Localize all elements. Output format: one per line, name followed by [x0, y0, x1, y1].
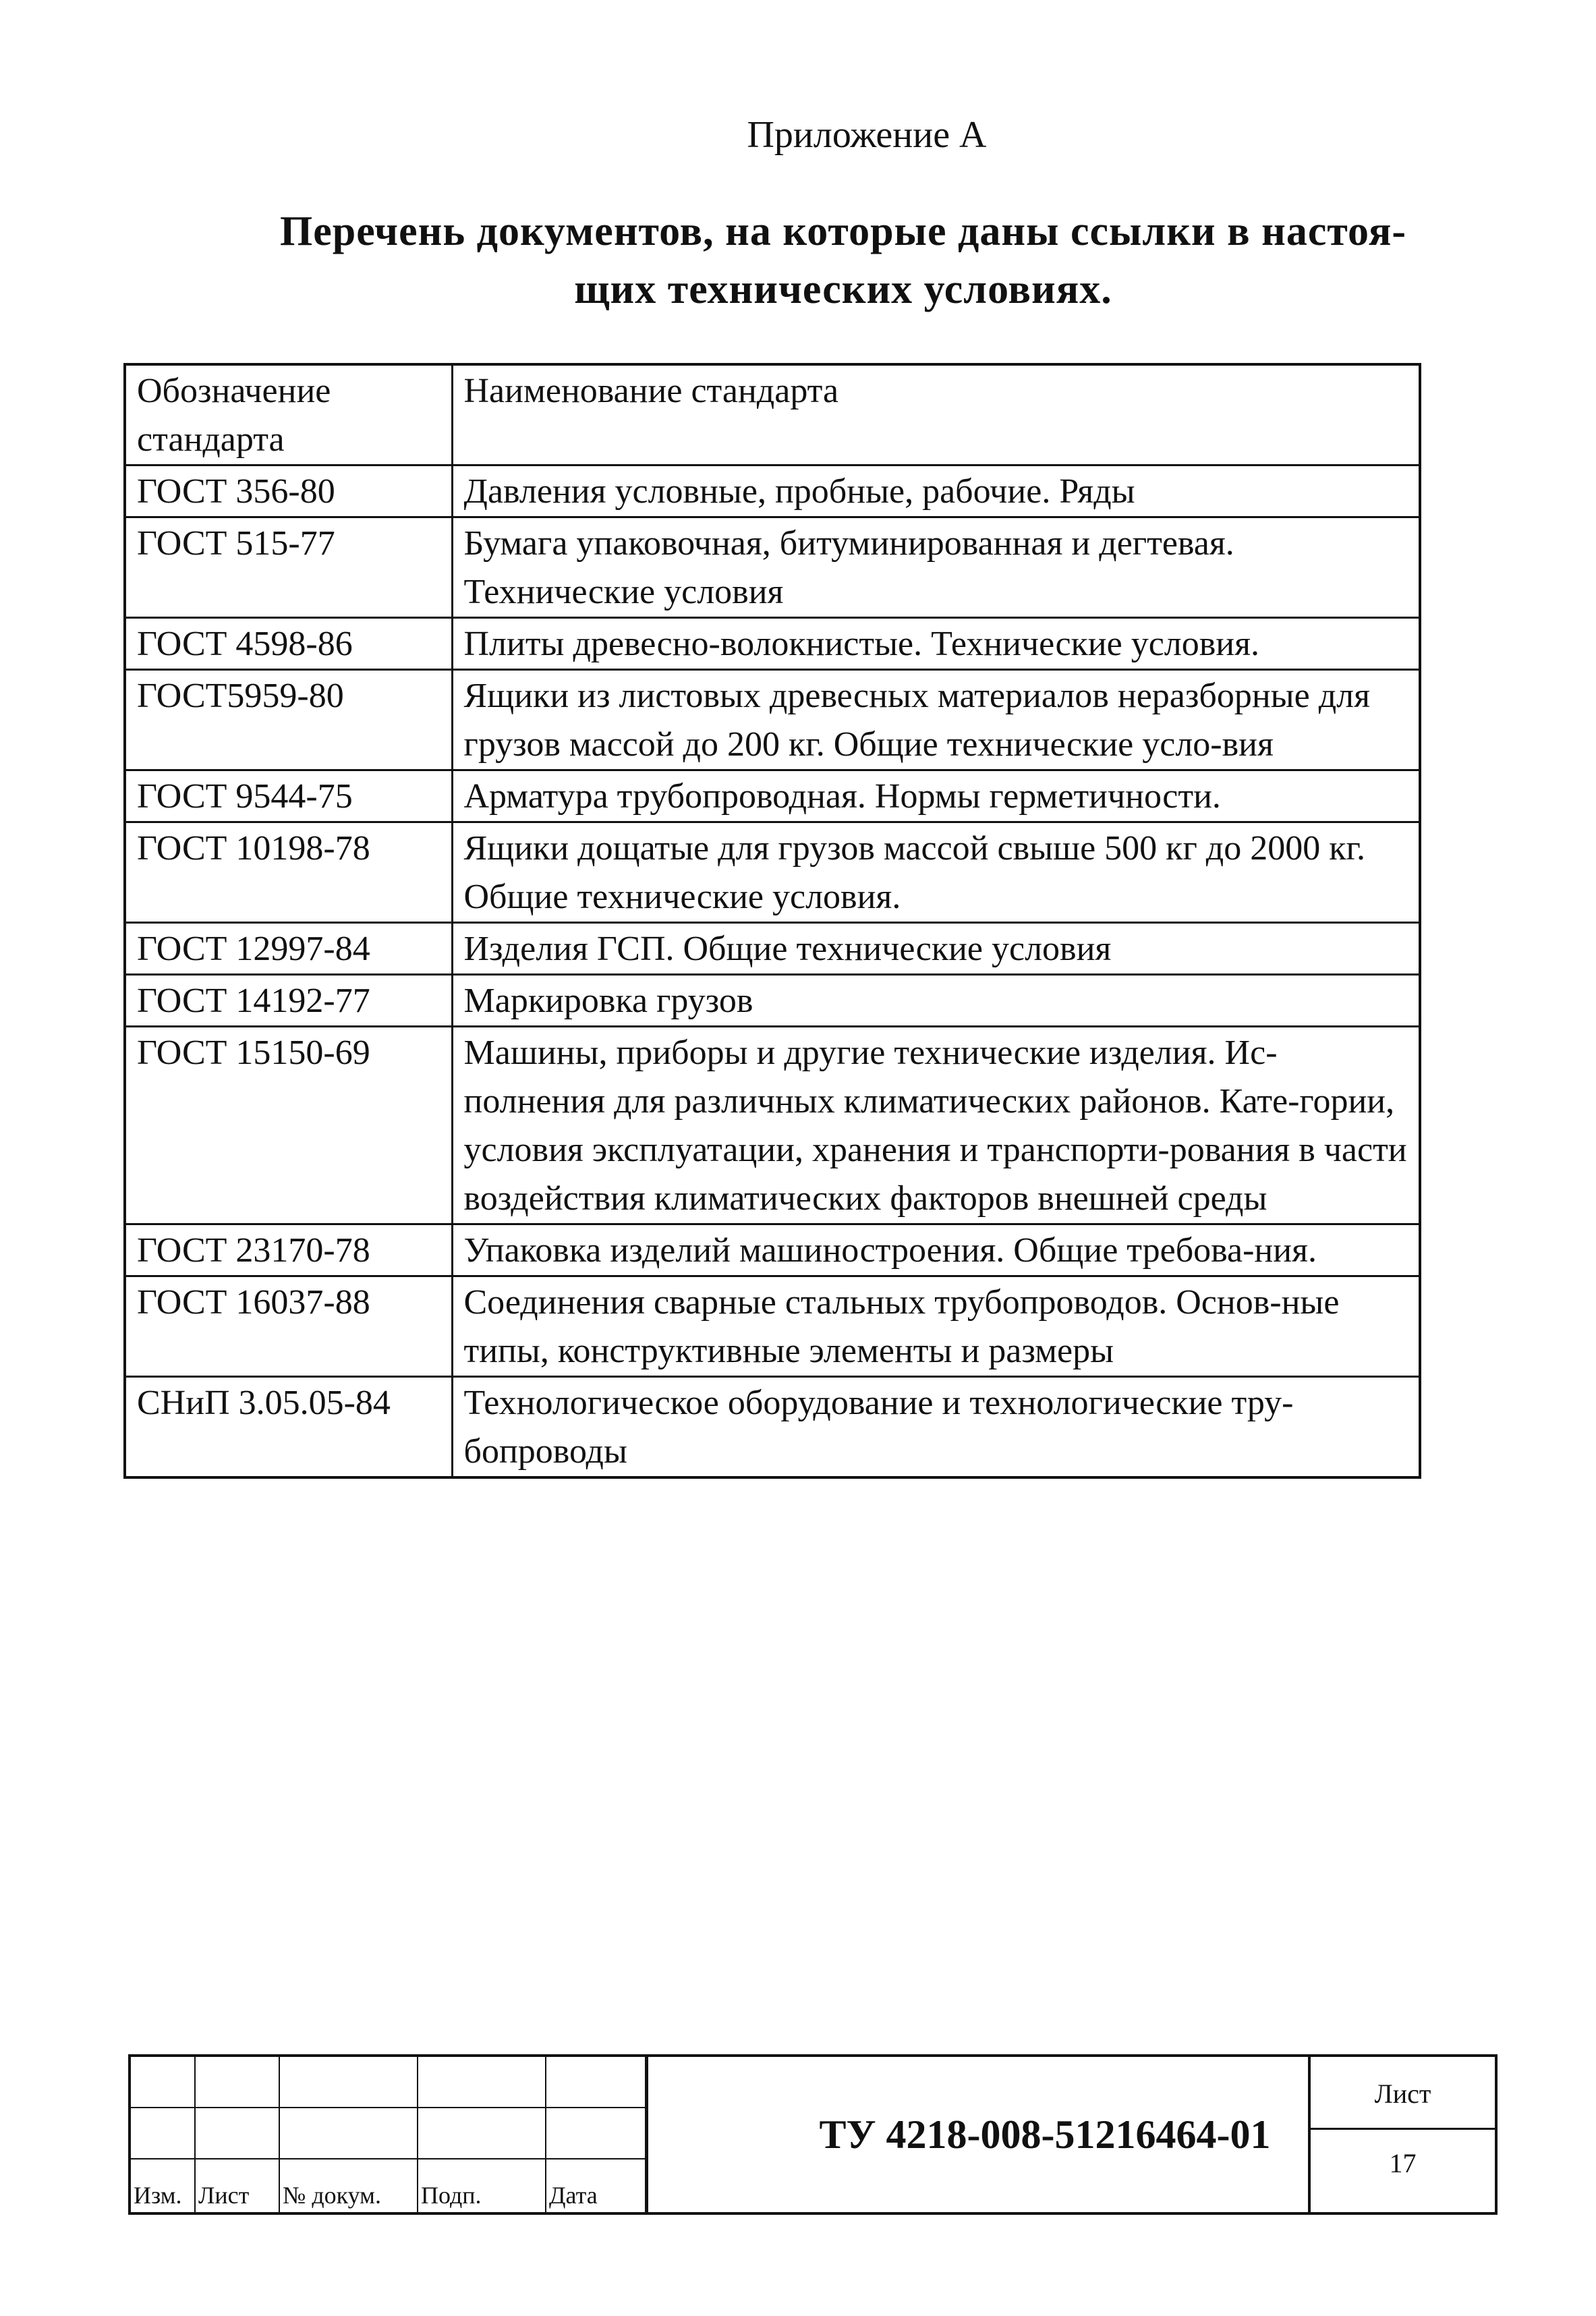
table-header-row: [125, 364, 1420, 465]
column-header-name: Наименование стандарта: [452, 364, 1420, 465]
standard-name: Арматура трубопроводная. Нормы герметичности.: [452, 770, 1420, 822]
table-row: [125, 618, 1420, 670]
title-block-cell: [418, 2108, 546, 2159]
table-row: [125, 517, 1420, 618]
table-row: [125, 1276, 1420, 1377]
title-block-cell: [418, 2057, 546, 2108]
title-block-grid: [131, 2057, 646, 2215]
standard-code: ГОСТ 4598-86: [125, 618, 452, 670]
standard-code: ГОСТ 9544-75: [125, 770, 452, 822]
table-row: [125, 1027, 1420, 1224]
standard-code: ГОСТ5959-80: [125, 670, 452, 770]
table-row: [125, 1224, 1420, 1276]
label-date: Дата: [546, 2159, 646, 2214]
standard-code: ГОСТ 16037-88: [125, 1276, 452, 1377]
title-block-cell: [195, 2108, 279, 2159]
table-row: [125, 923, 1420, 975]
table-row: [125, 1377, 1420, 1478]
standard-code: ГОСТ 356-80: [125, 465, 452, 517]
standard-name: Бумага упаковочная, битуминированная и дегтевая. Технические условия: [452, 517, 1420, 618]
standard-name: Упаковка изделий машиностроения. Общие требова-ния.: [452, 1224, 1420, 1276]
sheet-box: [1308, 2057, 1495, 2212]
appendix-label: Приложение А: [747, 114, 987, 156]
standard-name: Соединения сварные стальных трубопроводов. Основ-ные типы, конструктивные элементы и размеры: [452, 1276, 1420, 1377]
standard-name: Изделия ГСП. Общие технические условия: [452, 923, 1420, 975]
standard-code: ГОСТ 12997-84: [125, 923, 452, 975]
sheet-label: Лист: [1311, 2057, 1495, 2130]
standard-name: Маркировка грузов: [452, 975, 1420, 1027]
label-signature: Подп.: [418, 2159, 546, 2214]
table-row: [125, 770, 1420, 822]
label-revision: Изм.: [131, 2159, 195, 2214]
title-block-cell: [195, 2057, 279, 2108]
title-block-cell: [131, 2057, 195, 2108]
standard-name: Давления условные, пробные, рабочие. Ряды: [452, 465, 1420, 517]
table-row: [125, 465, 1420, 517]
column-header-code: Обозначение стандарта: [125, 364, 452, 465]
label-sheet: Лист: [195, 2159, 279, 2214]
title-block-cell: [546, 2057, 646, 2108]
document-title: [236, 202, 1450, 324]
title-block-cell: [546, 2108, 646, 2159]
standard-code: ГОСТ 15150-69: [125, 1027, 452, 1224]
title-block-cell: [279, 2057, 418, 2108]
standard-code: СНиП 3.05.05-84: [125, 1377, 452, 1478]
table-row: [125, 670, 1420, 770]
standard-name: Плиты древесно-волокнистые. Технические условия.: [452, 618, 1420, 670]
table-row: [125, 975, 1420, 1027]
title-block-cell: [131, 2108, 195, 2159]
standard-name: Ящики из листовых древесных материалов неразборные для грузов массой до 200 кг. Общие технические усло-вия: [452, 670, 1420, 770]
document-title-line-1: Перечень документов, на которые даны ссылки в настоя-: [279, 208, 1407, 254]
table-row: [125, 822, 1420, 923]
document-code: ТУ 4218-008-51216464-01: [646, 2057, 1442, 2212]
standard-code: ГОСТ 14192-77: [125, 975, 452, 1027]
label-document-number: № докум.: [279, 2159, 418, 2214]
standard-code: ГОСТ 23170-78: [125, 1224, 452, 1276]
sheet-number: 17: [1389, 2148, 1417, 2178]
document-title-line-2: щих технических условиях.: [574, 266, 1112, 312]
standard-name: Ящики дощатые для грузов массой свыше 500 кг до 2000 кг. Общие технические условия.: [452, 822, 1420, 923]
title-block-cell: [279, 2108, 418, 2159]
title-block: [128, 2054, 1498, 2215]
standards-table: [123, 363, 1421, 1479]
standard-name: Технологическое оборудование и технологические тру-бопроводы: [452, 1377, 1420, 1478]
standard-code: ГОСТ 10198-78: [125, 822, 452, 923]
standard-name: Машины, приборы и другие технические изделия. Ис-полнения для различных климатических районов. Кате-гории, условия эксплуатации, хранения и транспорти-рования в части воздействия климатических факторов внешней среды: [452, 1027, 1420, 1224]
standard-code: ГОСТ 515-77: [125, 517, 452, 618]
